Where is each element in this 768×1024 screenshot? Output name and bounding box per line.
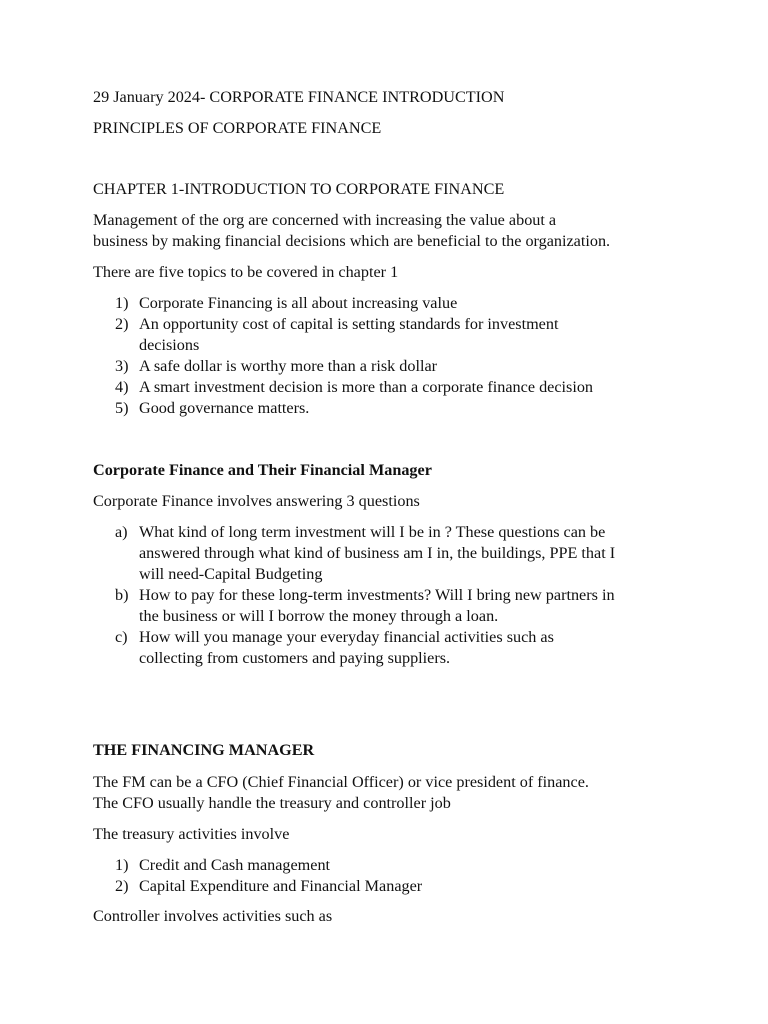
list-marker: 1)	[115, 294, 129, 312]
list-item-text: A safe dollar is worthy more than a risk dollar	[139, 357, 438, 375]
list-item-text: decisions	[139, 336, 200, 354]
list-item-text: the business or will I borrow the money through a loan.	[139, 607, 499, 625]
section-heading-financing-manager: THE FINANCING MANAGER	[93, 741, 315, 759]
treasury-intro: The treasury activities involve	[93, 825, 290, 843]
list-marker: b)	[115, 586, 129, 604]
list-marker: 2)	[115, 877, 129, 895]
list-item	[93, 522, 693, 585]
list-marker: 2)	[115, 315, 129, 333]
controller-intro: Controller involves activities such as	[93, 907, 333, 925]
list-marker: 4)	[115, 378, 129, 396]
financing-manager-line-1: The FM can be a CFO (Chief Financial Officer) or vice president of finance.	[93, 773, 589, 791]
list-item	[93, 356, 693, 377]
list-item	[93, 876, 693, 897]
section-heading-corporate-finance: Corporate Finance and Their Financial Manager	[93, 461, 432, 479]
list-item-text: answered through what kind of business am I in, the buildings, PPE that I	[139, 544, 616, 562]
list-item	[93, 314, 693, 356]
list-item	[93, 585, 693, 627]
list-item	[93, 398, 693, 419]
list-item-text: will need-Capital Budgeting	[139, 565, 323, 583]
list-item-text: collecting from customers and paying suppliers.	[139, 649, 451, 667]
list-item-text: Capital Expenditure and Financial Manager	[139, 877, 423, 895]
treasury-list	[93, 855, 693, 897]
questions-list	[93, 522, 693, 669]
list-item-text: A smart investment decision is more than a corporate finance decision	[139, 378, 594, 396]
list-item	[93, 293, 693, 314]
financing-manager-line-2: The CFO usually handle the treasury and controller job	[93, 794, 451, 812]
chapter-intro-line-2: business by making financial decisions which are beneficial to the organization.	[93, 232, 611, 250]
list-marker: 3)	[115, 357, 129, 375]
list-item-text: How will you manage your everyday financial activities such as	[139, 628, 554, 646]
list-item-text: Credit and Cash management	[139, 856, 331, 874]
list-item-text: Good governance matters.	[139, 399, 310, 417]
date-title: 29 January 2024- CORPORATE FINANCE INTRODUCTION	[93, 88, 505, 106]
topics-intro: There are five topics to be covered in chapter 1	[93, 263, 399, 281]
list-item	[93, 377, 693, 398]
list-marker: 1)	[115, 856, 129, 874]
chapter-intro-line-1: Management of the org are concerned with increasing the value about a	[93, 211, 557, 229]
list-marker: c)	[115, 628, 128, 646]
chapter-heading: CHAPTER 1-INTRODUCTION TO CORPORATE FINANCE	[93, 180, 505, 198]
list-item-text: What kind of long term investment will I be in ? These questions can be	[139, 523, 606, 541]
corporate-finance-intro: Corporate Finance involves answering 3 questions	[93, 492, 420, 510]
list-item-text: An opportunity cost of capital is setting standards for investment	[139, 315, 559, 333]
list-item	[93, 627, 693, 669]
list-marker: a)	[115, 523, 128, 541]
list-marker: 5)	[115, 399, 129, 417]
course-title: PRINCIPLES OF CORPORATE FINANCE	[93, 119, 382, 137]
topics-list	[93, 293, 693, 419]
list-item	[93, 855, 693, 876]
list-item-text: Corporate Financing is all about increasing value	[139, 294, 458, 312]
list-item-text: How to pay for these long-term investments? Will I bring new partners in	[139, 586, 615, 604]
